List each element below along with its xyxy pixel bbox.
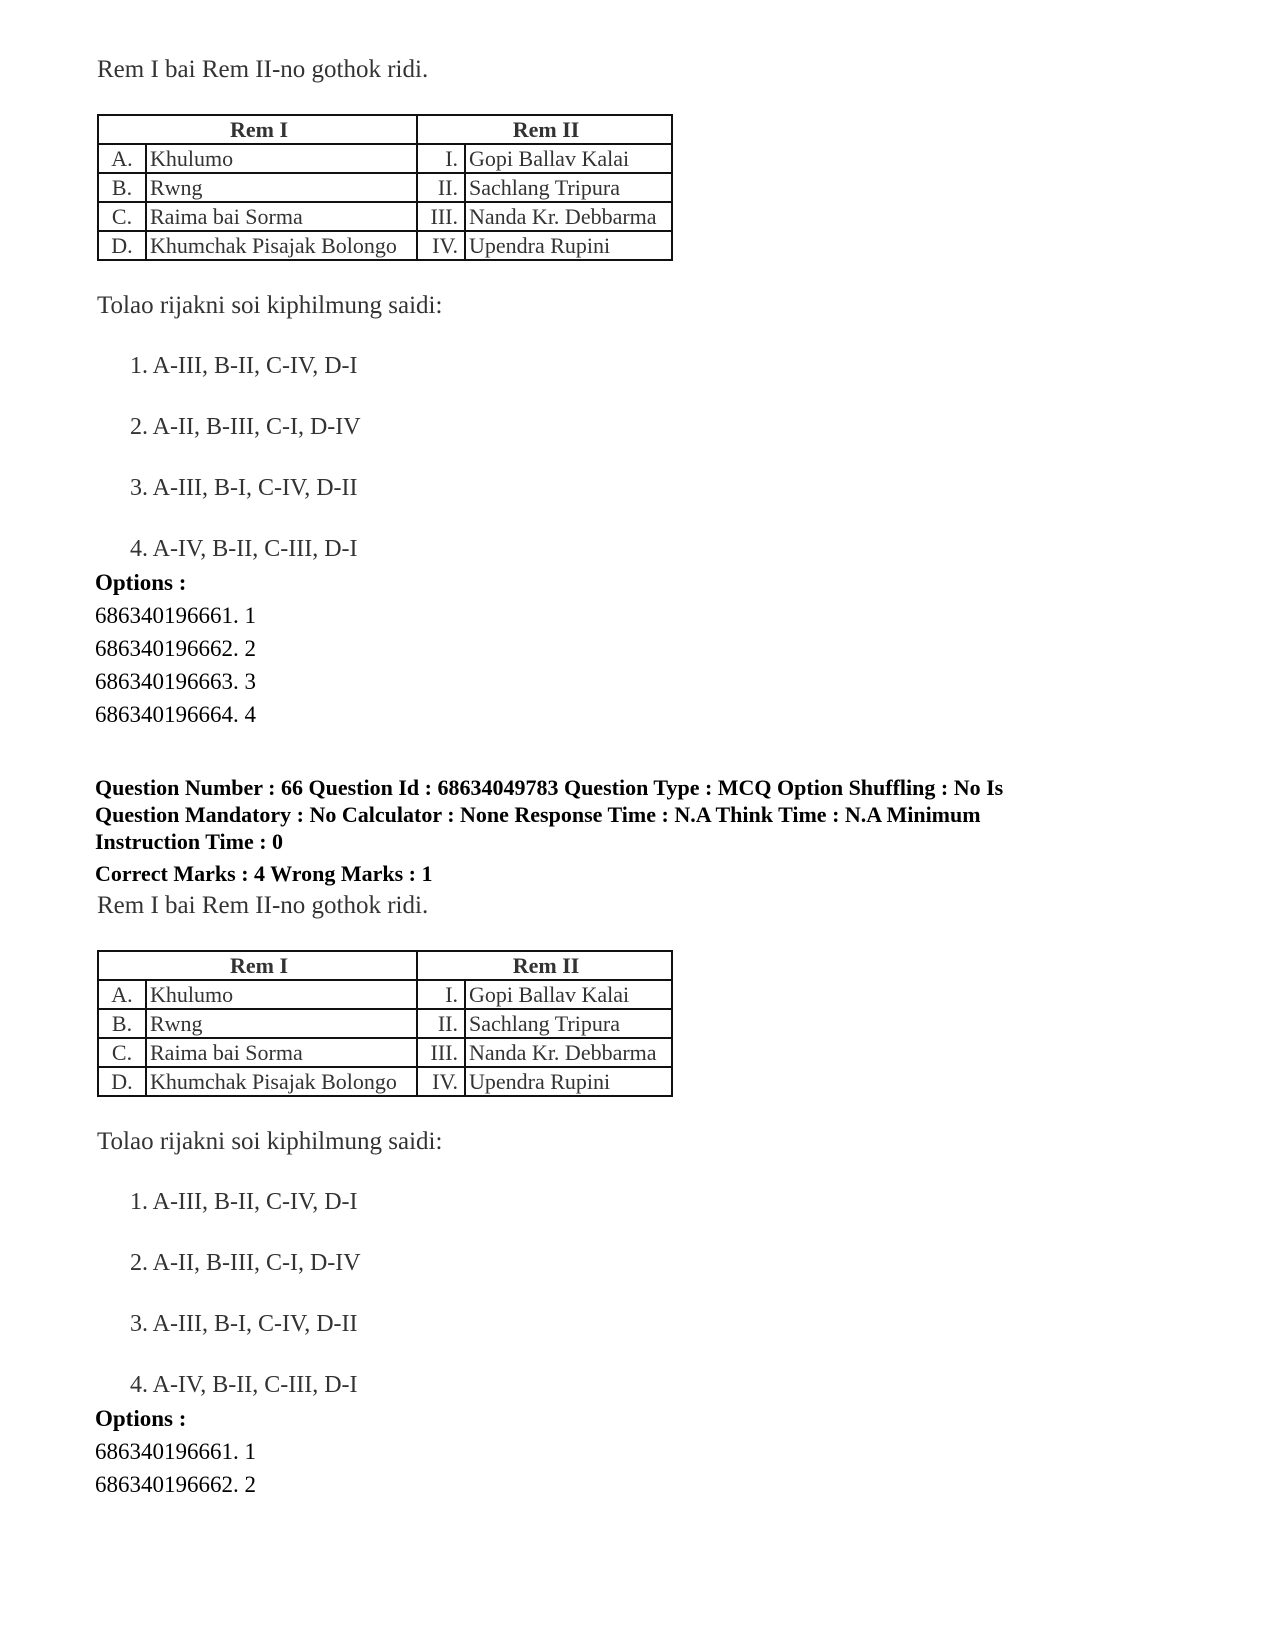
row-value: Raima bai Sorma — [146, 202, 417, 231]
column-header: Rem II — [417, 951, 672, 980]
row-key: D. — [98, 231, 146, 260]
row-value: Sachlang Tripura — [465, 173, 672, 202]
row-key: B. — [98, 1009, 146, 1038]
option-item: 686340196663. 3 — [95, 669, 256, 694]
row-key: IV. — [417, 1067, 465, 1096]
row-value: Khumchak Pisajak Bolongo — [146, 1067, 417, 1096]
row-key: B. — [98, 173, 146, 202]
row-key: II. — [417, 173, 465, 202]
row-value: Rwng — [146, 1009, 417, 1038]
table-row — [98, 202, 672, 231]
table-row — [98, 144, 672, 173]
table-row — [98, 980, 672, 1009]
row-value: Gopi Ballav Kalai — [465, 144, 672, 173]
table-row — [98, 1038, 672, 1067]
options-label: Options : — [95, 570, 187, 595]
row-value: Rwng — [146, 173, 417, 202]
table-header-row — [98, 951, 672, 980]
row-key: I. — [417, 980, 465, 1009]
row-value: Raima bai Sorma — [146, 1038, 417, 1067]
choice-item: 2. A-II, B-III, C-I, D-IV — [130, 414, 361, 440]
question-prompt: Rem I bai Rem II-no gothok ridi. — [97, 892, 429, 919]
match-table — [97, 114, 673, 261]
row-value: Khumchak Pisajak Bolongo — [146, 231, 417, 260]
choice-item: 4. A-IV, B-II, C-III, D-I — [130, 1372, 358, 1398]
choice-item: 3. A-III, B-I, C-IV, D-II — [130, 475, 358, 501]
row-key: A. — [98, 144, 146, 173]
question-meta-line: Question Number : 66 Question Id : 68634049783 Question Type : MCQ Option Shuffling : No Is — [95, 775, 1004, 800]
row-value: Upendra Rupini — [465, 1067, 672, 1096]
row-value: Khulumo — [146, 980, 417, 1009]
choice-item: 3. A-III, B-I, C-IV, D-II — [130, 1311, 358, 1337]
row-value: Upendra Rupini — [465, 231, 672, 260]
column-header: Rem I — [98, 951, 417, 980]
row-key: C. — [98, 202, 146, 231]
choice-item: 4. A-IV, B-II, C-III, D-I — [130, 536, 358, 562]
table-row — [98, 231, 672, 260]
row-key: II. — [417, 1009, 465, 1038]
question-meta-line: Question Mandatory : No Calculator : None Response Time : N.A Think Time : N.A Minimum — [95, 802, 981, 827]
match-table — [97, 950, 673, 1097]
table-row — [98, 1067, 672, 1096]
column-header: Rem I — [98, 115, 417, 144]
option-item: 686340196661. 1 — [95, 603, 256, 628]
option-item: 686340196662. 2 — [95, 1472, 256, 1497]
row-value: Nanda Kr. Debbarma — [465, 202, 672, 231]
option-item: 686340196662. 2 — [95, 636, 256, 661]
row-key: III. — [417, 1038, 465, 1067]
row-key: I. — [417, 144, 465, 173]
option-item: 686340196664. 4 — [95, 702, 256, 727]
question-meta-line: Instruction Time : 0 — [95, 829, 284, 854]
choice-item: 1. A-III, B-II, C-IV, D-I — [130, 353, 358, 379]
row-key: D. — [98, 1067, 146, 1096]
row-key: III. — [417, 202, 465, 231]
option-item: 686340196661. 1 — [95, 1439, 256, 1464]
row-value: Sachlang Tripura — [465, 1009, 672, 1038]
column-header: Rem II — [417, 115, 672, 144]
instruction-text: Tolao rijakni soi kiphilmung saidi: — [97, 292, 443, 319]
table-row — [98, 1009, 672, 1038]
row-key: IV. — [417, 231, 465, 260]
marks-line: Correct Marks : 4 Wrong Marks : 1 — [95, 861, 433, 886]
row-value: Khulumo — [146, 144, 417, 173]
choice-item: 2. A-II, B-III, C-I, D-IV — [130, 1250, 361, 1276]
row-value: Gopi Ballav Kalai — [465, 980, 672, 1009]
question-prompt: Rem I bai Rem II-no gothok ridi. — [97, 56, 429, 83]
row-key: A. — [98, 980, 146, 1009]
options-label: Options : — [95, 1406, 187, 1431]
row-value: Nanda Kr. Debbarma — [465, 1038, 672, 1067]
choice-item: 1. A-III, B-II, C-IV, D-I — [130, 1189, 358, 1215]
instruction-text: Tolao rijakni soi kiphilmung saidi: — [97, 1128, 443, 1155]
table-header-row — [98, 115, 672, 144]
table-row — [98, 173, 672, 202]
row-key: C. — [98, 1038, 146, 1067]
